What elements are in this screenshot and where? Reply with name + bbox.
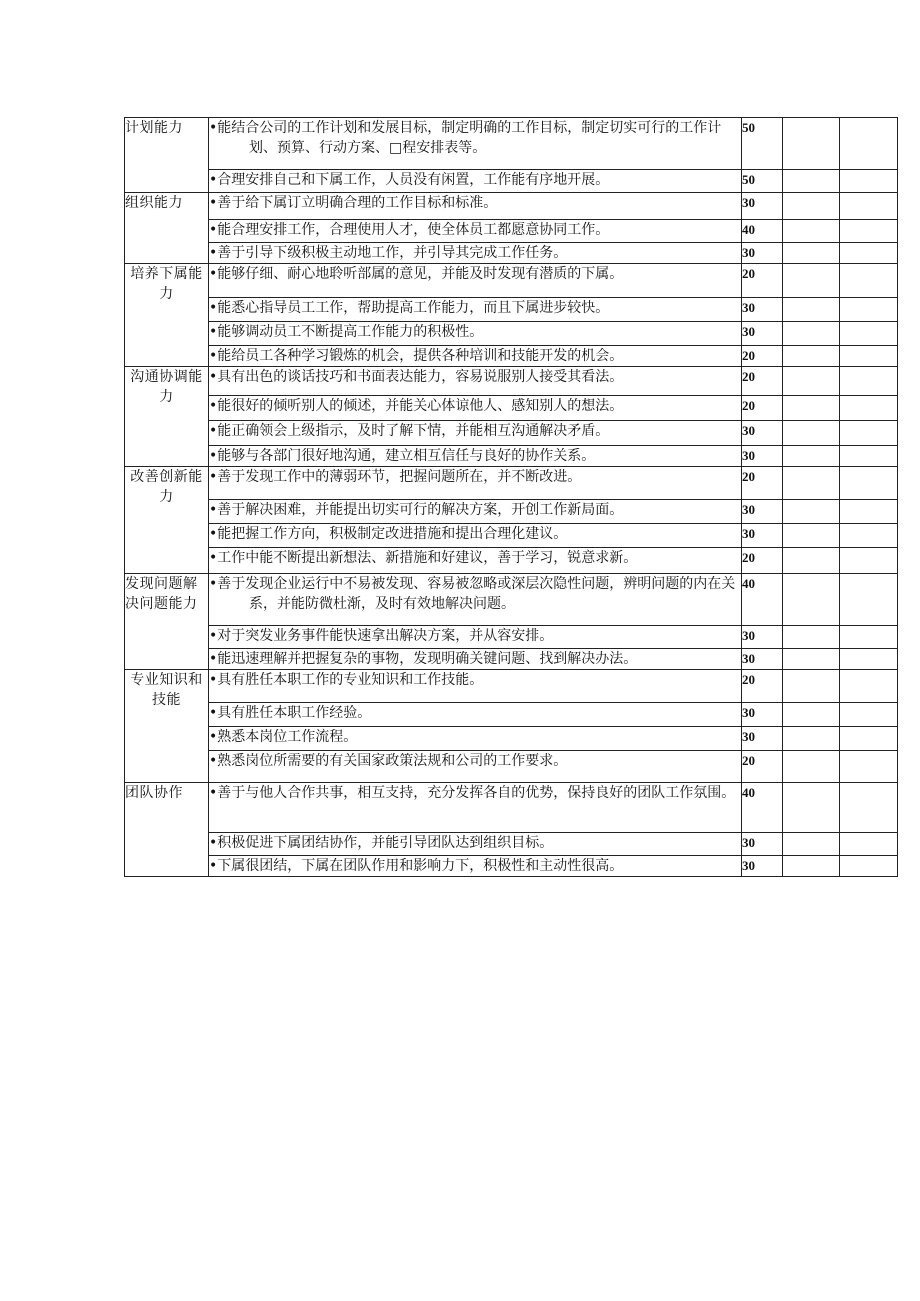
criterion-text: •能悉心指导员工工作，帮助提高工作能力，而且下属进步较快。 — [209, 300, 610, 316]
criterion-text: •善于发现工作中的薄弱环节，把握问题所在，并不断改进。 — [209, 469, 582, 485]
remark-cell[interactable] — [840, 467, 898, 500]
score-cell: 20 — [742, 264, 783, 298]
criterion-cell — [209, 264, 742, 298]
table-row — [125, 783, 898, 833]
table-row — [125, 751, 898, 783]
rating-cell[interactable] — [783, 367, 840, 396]
score-cell: 30 — [742, 626, 783, 649]
remark-cell[interactable] — [840, 649, 898, 670]
remark-cell[interactable] — [840, 298, 898, 322]
remark-cell[interactable] — [840, 783, 898, 833]
table-row — [125, 118, 898, 170]
table-row — [125, 856, 898, 877]
criterion-text: •工作中能不断提出新想法、新措施和好建议，善于学习，锐意求新。 — [209, 550, 638, 566]
criterion-cell — [209, 118, 742, 170]
rating-cell[interactable] — [783, 670, 840, 703]
remark-cell[interactable] — [840, 500, 898, 524]
criterion-cell — [209, 396, 742, 421]
criterion-cell — [209, 500, 742, 524]
criterion-cell — [209, 751, 742, 783]
table-row — [125, 264, 898, 298]
table-row — [125, 833, 898, 856]
criterion-cell — [209, 346, 742, 367]
category-cell: 改善创新能力 — [125, 467, 209, 574]
table-row — [125, 243, 898, 264]
criterion-text: •具有出色的谈话技巧和书面表达能力，容易说服别人接受其看法。 — [209, 369, 624, 385]
criterion-text: •对于突发业务事件能快速拿出解决方案，并从容安排。 — [209, 628, 554, 644]
criterion-text: •善于解决困难，并能提出切实可行的解决方案，开创工作新局面。 — [209, 502, 624, 518]
criterion-cell — [209, 783, 742, 833]
remark-cell[interactable] — [840, 626, 898, 649]
remark-cell[interactable] — [840, 574, 898, 626]
table-row — [125, 649, 898, 670]
criterion-text: •具有胜任本职工作的专业知识和工作技能。 — [209, 672, 484, 688]
table-row — [125, 421, 898, 446]
score-cell: 20 — [742, 467, 783, 500]
score-cell: 30 — [742, 298, 783, 322]
criterion-text: •下属很团结，下属在团队作用和影响力下，积极性和主动性很高。 — [209, 858, 624, 874]
criterion-cell — [209, 322, 742, 346]
criterion-cell — [209, 703, 742, 727]
remark-cell[interactable] — [840, 367, 898, 396]
category-cell: 培养下属能力 — [125, 264, 209, 367]
criterion-cell — [209, 574, 742, 626]
criterion-text: •能给员工各种学习锻炼的机会，提供各种培训和技能开发的机会。 — [209, 348, 624, 364]
criterion-cell — [209, 298, 742, 322]
score-cell: 20 — [742, 548, 783, 574]
criterion-text: •能结合公司的工作计划和发展目标，制定明确的工作目标，制定切实可行的工作计划、预算、行动方案、□程安排表等。 — [209, 120, 722, 156]
remark-cell[interactable] — [840, 118, 898, 170]
rating-cell[interactable] — [783, 548, 840, 574]
rating-cell[interactable] — [783, 467, 840, 500]
criterion-cell — [209, 856, 742, 877]
category-cell: 组织能力 — [125, 193, 209, 264]
criterion-text: •能正确领会上级指示，及时了解下情，并能相互沟通解决矛盾。 — [209, 423, 610, 439]
score-cell: 40 — [742, 783, 783, 833]
score-cell: 20 — [742, 367, 783, 396]
rating-cell[interactable] — [783, 264, 840, 298]
criterion-text: •能把握工作方向，积极制定改进措施和提出合理化建议。 — [209, 526, 568, 542]
table-row — [125, 703, 898, 727]
remark-cell[interactable] — [840, 751, 898, 783]
rating-cell[interactable] — [783, 243, 840, 264]
rating-cell[interactable] — [783, 751, 840, 783]
rating-cell[interactable] — [783, 856, 840, 877]
remark-cell[interactable] — [840, 446, 898, 467]
criterion-cell — [209, 170, 742, 193]
remark-cell[interactable] — [840, 264, 898, 298]
score-cell: 20 — [742, 396, 783, 421]
remark-cell[interactable] — [840, 833, 898, 856]
rating-cell[interactable] — [783, 703, 840, 727]
criterion-text: •能合理安排工作，合理使用人才，使全体员工都愿意协同工作。 — [209, 222, 610, 238]
criterion-text: •能很好的倾听别人的倾述，并能关心体谅他人、感知别人的想法。 — [209, 398, 624, 414]
remark-cell[interactable] — [840, 421, 898, 446]
criterion-text: •熟悉岗位所需要的有关国家政策法规和公司的工作要求。 — [209, 753, 568, 769]
category-cell: 沟通协调能力 — [125, 367, 209, 467]
criterion-text: •积极促进下属团结协作，并能引导团队达到组织目标。 — [209, 835, 554, 851]
score-cell: 40 — [742, 574, 783, 626]
evaluation-table-body — [125, 118, 898, 877]
criterion-cell — [209, 421, 742, 446]
table-row — [125, 446, 898, 467]
rating-cell[interactable] — [783, 574, 840, 626]
score-cell: 30 — [742, 193, 783, 220]
criterion-text: •能够调动员工不断提高工作能力的积极性。 — [209, 324, 484, 340]
score-cell: 30 — [742, 500, 783, 524]
category-cell: 发现问题解决问题能力 — [125, 574, 209, 670]
rating-cell[interactable] — [783, 396, 840, 421]
score-cell: 30 — [742, 243, 783, 264]
table-row — [125, 670, 898, 703]
score-cell: 30 — [742, 856, 783, 877]
evaluation-table — [124, 117, 898, 877]
criterion-text: •能够仔细、耐心地聆听部属的意见，并能及时发现有潜质的下属。 — [209, 266, 624, 282]
table-row — [125, 322, 898, 346]
criterion-cell — [209, 524, 742, 548]
score-cell: 20 — [742, 346, 783, 367]
rating-cell[interactable] — [783, 118, 840, 170]
criterion-text: •能迅速理解并把握复杂的事物，发现明确关键问题、找到解决办法。 — [209, 651, 638, 667]
remark-cell[interactable] — [840, 220, 898, 243]
criterion-cell — [209, 670, 742, 703]
rating-cell[interactable] — [783, 626, 840, 649]
table-row — [125, 193, 898, 220]
remark-cell[interactable] — [840, 346, 898, 367]
table-row — [125, 548, 898, 574]
remark-cell[interactable] — [840, 243, 898, 264]
criterion-text: •善于给下属订立明确合理的工作目标和标准。 — [209, 195, 498, 211]
rating-cell[interactable] — [783, 298, 840, 322]
category-cell: 计划能力 — [125, 118, 209, 193]
score-cell: 20 — [742, 670, 783, 703]
table-row — [125, 524, 898, 548]
criterion-text: •善于引导下级积极主动地工作，并引导其完成工作任务。 — [209, 245, 568, 261]
score-cell: 20 — [742, 751, 783, 783]
remark-cell[interactable] — [840, 322, 898, 346]
score-cell: 30 — [742, 833, 783, 856]
remark-cell[interactable] — [840, 524, 898, 548]
category-cell: 团队协作 — [125, 783, 209, 877]
rating-cell[interactable] — [783, 524, 840, 548]
criterion-cell — [209, 467, 742, 500]
criterion-cell — [209, 833, 742, 856]
rating-cell[interactable] — [783, 833, 840, 856]
criterion-cell — [209, 548, 742, 574]
rating-cell[interactable] — [783, 170, 840, 193]
table-row — [125, 298, 898, 322]
rating-cell[interactable] — [783, 193, 840, 220]
criterion-text: •能够与各部门很好地沟通，建立相互信任与良好的协作关系。 — [209, 448, 596, 464]
criterion-text: •善于发现企业运行中不易被发现、容易被忽略或深层次隐性问题，辨明问题的内在关系，并能防微杜渐，及时有效地解决问题。 — [209, 576, 736, 612]
score-cell: 50 — [742, 170, 783, 193]
table-row — [125, 626, 898, 649]
criterion-cell — [209, 446, 742, 467]
rating-cell[interactable] — [783, 322, 840, 346]
rating-cell[interactable] — [783, 500, 840, 524]
score-cell: 30 — [742, 649, 783, 670]
score-cell: 40 — [742, 220, 783, 243]
criterion-cell — [209, 220, 742, 243]
table-row — [125, 574, 898, 626]
criterion-cell — [209, 243, 742, 264]
score-cell: 30 — [742, 524, 783, 548]
table-row — [125, 727, 898, 751]
remark-cell[interactable] — [840, 396, 898, 421]
criterion-text: •熟悉本岗位工作流程。 — [209, 729, 358, 745]
score-cell: 30 — [742, 703, 783, 727]
category-cell: 专业知识和技能 — [125, 670, 209, 783]
remark-cell[interactable] — [840, 193, 898, 220]
rating-cell[interactable] — [783, 346, 840, 367]
remark-cell[interactable] — [840, 670, 898, 703]
table-row — [125, 500, 898, 524]
rating-cell[interactable] — [783, 649, 840, 670]
criterion-cell — [209, 367, 742, 396]
table-row — [125, 367, 898, 396]
score-cell: 30 — [742, 421, 783, 446]
criterion-text: •合理安排自己和下属工作，人员没有闲置，工作能有序地开展。 — [209, 172, 610, 188]
remark-cell[interactable] — [840, 703, 898, 727]
table-row — [125, 220, 898, 243]
rating-cell[interactable] — [783, 421, 840, 446]
criterion-cell — [209, 727, 742, 751]
remark-cell[interactable] — [840, 856, 898, 877]
criterion-cell — [209, 649, 742, 670]
rating-cell[interactable] — [783, 727, 840, 751]
table-row — [125, 467, 898, 500]
remark-cell[interactable] — [840, 170, 898, 193]
criterion-cell — [209, 626, 742, 649]
remark-cell[interactable] — [840, 727, 898, 751]
table-row — [125, 346, 898, 367]
rating-cell[interactable] — [783, 783, 840, 833]
criterion-text: •善于与他人合作共事，相互支持，充分发挥各自的优势，保持良好的团队工作氛围。 — [209, 785, 736, 801]
table-row — [125, 396, 898, 421]
remark-cell[interactable] — [840, 548, 898, 574]
score-cell: 30 — [742, 727, 783, 751]
score-cell: 30 — [742, 322, 783, 346]
criterion-cell — [209, 193, 742, 220]
rating-cell[interactable] — [783, 446, 840, 467]
table-row — [125, 170, 898, 193]
score-cell: 30 — [742, 446, 783, 467]
score-cell: 50 — [742, 118, 783, 170]
rating-cell[interactable] — [783, 220, 840, 243]
criterion-text: •具有胜任本职工作经验。 — [209, 705, 372, 721]
